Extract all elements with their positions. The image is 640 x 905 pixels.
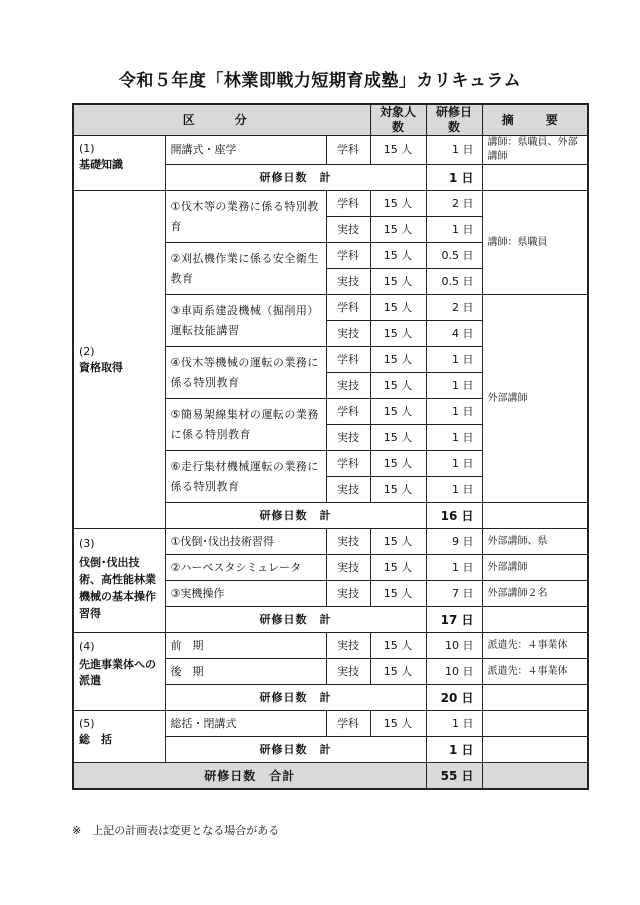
course-days: 2 日 [426,191,482,217]
course-days: 10 日 [426,633,482,659]
empty-cell [482,607,588,633]
course-days: 1 日 [426,425,482,451]
course-days: 7 日 [426,581,482,607]
course-days: 1 日 [426,711,482,737]
total-label: 研修日数 計 [165,685,426,711]
course-people: 15 人 [370,659,426,685]
note-cell: 派遣先：４事業体 [482,633,588,659]
course-type: 学科 [326,711,370,737]
course-people: 15 人 [370,269,426,295]
course-name: ②ハーベスタシミュレータ [165,555,326,581]
course-type: 実技 [326,269,370,295]
course-name: ⑤簡易架線集材の運転の業務に係る特別教育 [165,399,326,451]
course-type: 実技 [326,373,370,399]
course-people: 15 人 [370,321,426,347]
section-cell: (3) 伐倒･伐出技術、高性能林業機械の基本操作習得 [73,529,165,633]
total-label: 研修日数 計 [165,503,426,529]
course-days: 9 日 [426,529,482,555]
page-title: 令和５年度「林業即戦力短期育成塾」カリキュラム [118,71,522,91]
empty-cell [482,763,588,790]
empty-cell [482,165,588,191]
table-row [73,191,588,217]
note-cell: 講師：県職員 [482,191,588,295]
grand-total-label: 研修日数 合計 [73,763,426,790]
course-people: 15 人 [370,425,426,451]
table-row [73,711,588,737]
total-label: 研修日数 計 [165,737,426,763]
empty-cell [482,737,588,763]
note-cell: 外部講師、県 [482,529,588,555]
course-days: 10 日 [426,659,482,685]
note-cell: 講師：県職員、外部講師 [482,136,588,165]
course-days: 0.5 日 [426,269,482,295]
total-label: 研修日数 計 [165,165,426,191]
course-people: 15 人 [370,399,426,425]
empty-cell [482,711,588,737]
course-days: 1 日 [426,136,482,165]
header-kubun: 区 分 [73,104,370,136]
section-cell: (5) 総 括 [73,711,165,763]
grand-total-days: 55 日 [426,763,482,790]
total-days: 20 日 [426,685,482,711]
course-days: 1 日 [426,373,482,399]
note-cell: 外部講師２名 [482,581,588,607]
total-days: 1 日 [426,737,482,763]
course-type: 実技 [326,217,370,243]
course-days: 1 日 [426,477,482,503]
course-name: ③実機操作 [165,581,326,607]
course-people: 15 人 [370,477,426,503]
course-type: 実技 [326,477,370,503]
header-row [73,104,588,136]
course-people: 15 人 [370,581,426,607]
course-name: ②刈払機作業に係る安全衛生教育 [165,243,326,295]
course-type: 実技 [326,529,370,555]
course-people: 15 人 [370,529,426,555]
course-people: 15 人 [370,711,426,737]
section-cell: (2) 資格取得 [73,191,165,529]
curriculum-table [72,103,589,790]
course-name: 後 期 [165,659,326,685]
course-type: 学科 [326,295,370,321]
course-type: 学科 [326,243,370,269]
course-type: 実技 [326,321,370,347]
course-type: 学科 [326,347,370,373]
table-row [73,633,588,659]
course-name: ①伐倒･伐出技術習得 [165,529,326,555]
course-name: ①伐木等の業務に係る特別教育 [165,191,326,243]
course-name: ③車両系建設機械（掘削用）運転技能講習 [165,295,326,347]
course-people: 15 人 [370,633,426,659]
course-name: 前 期 [165,633,326,659]
section-cell: (1) 基礎知識 [73,136,165,191]
course-type: 学科 [326,451,370,477]
course-people: 15 人 [370,555,426,581]
header-kenshu: 研修日数 [426,104,482,136]
course-days: 1 日 [426,217,482,243]
course-people: 15 人 [370,191,426,217]
note-cell: 外部講師 [482,555,588,581]
course-people: 15 人 [370,243,426,269]
course-type: 学科 [326,399,370,425]
total-days: 17 日 [426,607,482,633]
footnote: ※ 上記の計画表は変更となる場合がある [72,824,280,837]
course-days: 4 日 [426,321,482,347]
course-days: 1 日 [426,555,482,581]
course-type: 実技 [326,555,370,581]
course-type: 実技 [326,633,370,659]
total-label: 研修日数 計 [165,607,426,633]
course-name: ④伐木等機械の運転の業務に係る特別教育 [165,347,326,399]
total-days: 1 日 [426,165,482,191]
course-people: 15 人 [370,217,426,243]
course-name: ⑥走行集材機械運転の業務に係る特別教育 [165,451,326,503]
total-days: 16 日 [426,503,482,529]
grand-total-row [73,763,588,790]
course-days: 0.5 日 [426,243,482,269]
course-days: 1 日 [426,399,482,425]
empty-cell [482,685,588,711]
header-taisho: 対象人数 [370,104,426,136]
course-type: 実技 [326,659,370,685]
course-days: 2 日 [426,295,482,321]
table-row [73,529,588,555]
note-cell: 外部講師 [482,295,588,503]
course-people: 15 人 [370,347,426,373]
empty-cell [482,503,588,529]
course-days: 1 日 [426,347,482,373]
section-cell: (4) 先進事業体への派遣 [73,633,165,711]
course-people: 15 人 [370,373,426,399]
course-name: 総括・閉講式 [165,711,326,737]
course-people: 15 人 [370,136,426,165]
course-name: 開講式・座学 [165,136,326,165]
course-people: 15 人 [370,295,426,321]
header-tekiyo: 摘 要 [482,104,588,136]
course-people: 15 人 [370,451,426,477]
course-days: 1 日 [426,451,482,477]
course-type: 学科 [326,136,370,165]
course-type: 実技 [326,581,370,607]
course-type: 実技 [326,425,370,451]
note-cell: 派遣先：４事業体 [482,659,588,685]
table-row [73,136,588,165]
course-type: 学科 [326,191,370,217]
